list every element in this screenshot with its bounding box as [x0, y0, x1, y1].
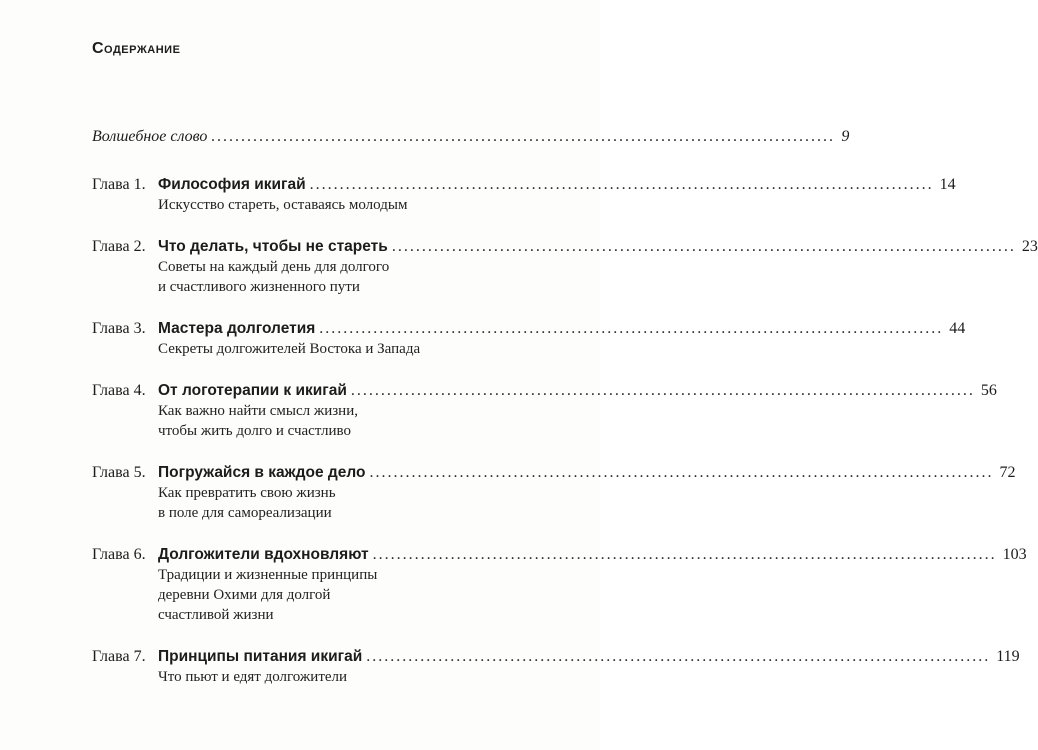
chapter-label: Глава 4.	[92, 382, 146, 399]
dot-leader: ........................................................................................................	[369, 464, 994, 481]
chapter-subtitle-line: счастливой жизни	[158, 607, 274, 623]
toc-entry-chapter-4[interactable]	[92, 381, 997, 441]
toc-entry-line	[92, 463, 1016, 483]
dot-leader: ........................................................................................................	[366, 648, 991, 665]
chapter-subtitle-line: Как важно найти смысл жизни,	[158, 403, 358, 419]
chapter-title: Принципы питания икигай	[158, 648, 363, 665]
chapter-subtitle-line: Секреты долгожителей Востока и Запада	[158, 341, 421, 357]
chapter-label: Глава 7.	[92, 648, 146, 665]
toc-entry-intro[interactable]	[92, 127, 850, 147]
page-number: 103	[1002, 546, 1027, 563]
chapter-subtitle-line: деревни Охими для долгой	[158, 587, 331, 603]
page-title: Содержание	[92, 40, 181, 57]
toc-entry-line	[92, 175, 956, 195]
chapter-label: Глава 3.	[92, 320, 146, 337]
chapter-title: Долгожители вдохновляют	[158, 546, 369, 563]
toc-entry-line	[92, 381, 997, 401]
toc-entry-line	[92, 237, 1038, 257]
page-number: 9	[841, 128, 850, 145]
chapter-subtitle-line: Как превратить свою жизнь	[158, 485, 336, 501]
table-of-contents	[92, 127, 1038, 687]
chapter-subtitle-line: и счастливого жизненного пути	[158, 279, 360, 295]
toc-entry-chapter-1[interactable]	[92, 175, 956, 215]
toc-entry-line	[92, 647, 1020, 667]
toc-entry-chapter-6[interactable]	[92, 545, 1027, 625]
chapter-title: Что делать, чтобы не стареть	[158, 238, 388, 255]
chapter-title: От логотерапии к икигай	[158, 382, 347, 399]
toc-entry-line	[92, 319, 966, 339]
chapter-subtitle-line: в поле для самореализации	[158, 505, 332, 521]
page-number: 56	[980, 382, 997, 399]
toc-entry-line	[92, 545, 1027, 565]
dot-leader: ........................................................................................................	[350, 382, 975, 399]
chapter-subtitle-line: Советы на каждый день для долгого	[158, 259, 390, 275]
entry-title: Волшебное слово	[92, 128, 208, 145]
toc-entry-chapter-3[interactable]	[92, 319, 966, 359]
chapter-subtitle-line: чтобы жить долго и счастливо	[158, 423, 352, 439]
toc-entry-chapter-7[interactable]	[92, 647, 1020, 687]
page-number: 14	[939, 176, 956, 193]
page-number: 119	[996, 648, 1020, 665]
toc-entry-chapter-2[interactable]	[92, 237, 1038, 297]
chapter-subtitle-line: Что пьют и едят долгожители	[158, 669, 348, 685]
dot-leader: ........................................................................................................	[309, 176, 934, 193]
chapter-title: Мастера долголетия	[158, 320, 316, 337]
chapter-label: Глава 6.	[92, 546, 146, 563]
page-number: 72	[999, 464, 1016, 481]
toc-entry-chapter-5[interactable]	[92, 463, 1016, 523]
dot-leader: ........................................................................................................	[372, 546, 997, 563]
chapter-title: Философия икигай	[158, 176, 306, 193]
chapter-subtitle-line: Традиции и жизненные принципы	[158, 567, 378, 583]
page-number: 44	[949, 320, 966, 337]
toc-entry-line	[92, 127, 850, 147]
chapter-title: Погружайся в каждое дело	[158, 464, 366, 481]
dot-leader: ........................................................................................................	[319, 320, 944, 337]
chapter-subtitle-line: Искусство стареть, оставаясь молодым	[158, 197, 408, 213]
chapter-label: Глава 1.	[92, 176, 146, 193]
chapter-label: Глава 5.	[92, 464, 146, 481]
chapter-label: Глава 2.	[92, 238, 146, 255]
dot-leader: ........................................................................................................	[211, 128, 836, 145]
dot-leader: ........................................................................................................	[391, 238, 1016, 255]
page-number: 23	[1021, 238, 1038, 255]
